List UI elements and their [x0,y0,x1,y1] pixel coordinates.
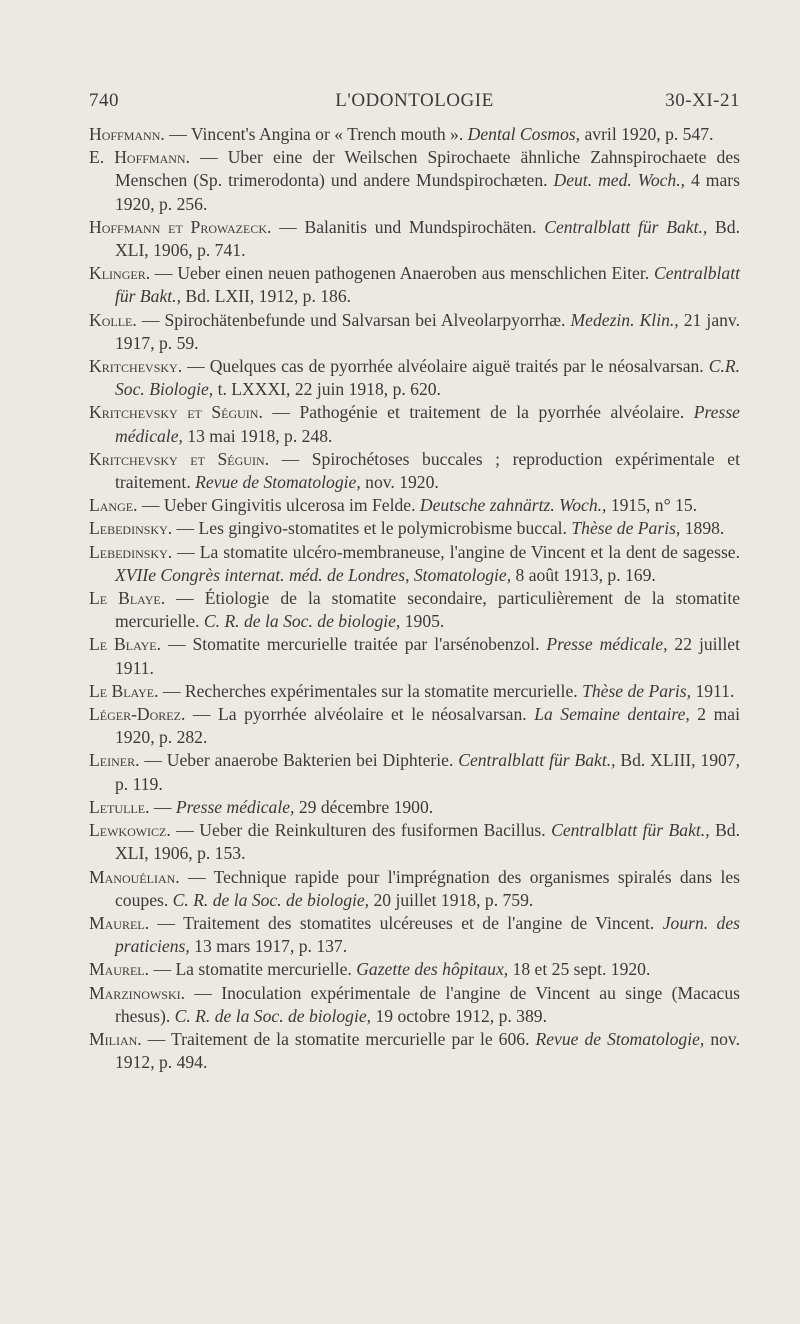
reference-source: La Semaine dentaire, [534,704,690,725]
reference-title: — La stomatite mercurielle. [149,959,357,980]
reference-title: — Les gingivo-stomatites et le polymicrobisme buccal. [172,518,572,539]
reference-details: Bd. XLI, 1906, p. 741. [115,216,740,261]
reference-details: nov. 1912, p. 494. [115,1028,740,1073]
reference-author: Lebedinsky. [89,518,173,539]
reference-title: — Pathogénie et traitement de la pyorrhée alvéolaire. [262,402,694,423]
reference-source: Deut. med. Woch., [553,170,686,191]
reference-details: Bd. LXII, 1912, p. 186. [180,286,352,307]
reference-author: Kritchevsky et Séguin. [89,402,263,423]
reference-details: 2 mai 1920, p. 282. [115,704,740,748]
reference-title: — Inoculation expérimentale de l'angine de Vincent au singe (Macacus rhesus). [115,982,740,1026]
reference-details: avril 1920, p. 547. [580,124,714,144]
reference-source: C. R. de la Soc. de biologie, [172,889,370,910]
reference-author: Leiner. [89,750,140,771]
reference-author: Kolle. [89,309,137,330]
reference-entry [89,587,740,633]
reference-title: — Traitement des stomatites ulcéreuses et de l'angine de Vincent. [149,912,663,933]
reference-details: 8 août 1913, p. 169. [511,564,656,585]
reference-entry [89,703,740,749]
reference-list [89,123,740,1074]
reference-author: Lange. [89,495,138,516]
reference-entry [89,517,740,540]
reference-author: Le Blaye. [89,680,159,701]
reference-details: 1905. [400,611,445,632]
reference-source: Thèse de Paris, [571,518,681,539]
reference-source: Dental Cosmos, [467,124,581,144]
reference-entry [89,633,740,679]
reference-entry [89,982,740,1028]
reference-details: 21 janv. 1917, p. 59. [115,309,740,353]
reference-entry [89,401,740,447]
reference-entry [89,262,740,308]
reference-source: Revue de Stomatologie, [535,1028,705,1049]
reference-details: 18 et 25 sept. 1920. [508,959,651,980]
reference-details: 1911. [691,680,735,701]
reference-title: — Traitement de la stomatite mercurielle par le 606. [141,1028,536,1049]
reference-title: — Spirochétoses buccales ; reproduction expérimentale et traitement. [115,448,740,493]
reference-entry [89,494,740,517]
reference-details: 22 juillet 1911. [115,634,741,678]
reference-source: Presse médicale, [115,402,740,446]
reference-author: Letulle. [89,796,150,817]
reference-author: Klinger. [89,263,151,284]
reference-details: nov. 1920. [360,472,439,493]
reference-title: — Stomatite mercurielle traitée par l'arsénobenzol. [161,634,547,655]
reference-entry [89,541,740,587]
reference-title: — Spirochätenbefunde und Salvarsan bei Alveolarpyorrhæ. [136,309,571,330]
reference-title: — Étiologie de la stomatite secondaire, particulièrement de la stomatite mercurielle. [115,588,741,632]
reference-author: Kritchevsky. [89,356,183,377]
reference-entry [89,1028,740,1074]
reference-source: Centralblatt für Bakt., [458,750,616,771]
reference-entry [89,448,740,494]
reference-source: Deutsche zahnärtz. Woch., [419,495,607,516]
reference-source: C.R. Soc. Biologie, [115,356,740,400]
reference-details: 4 mars 1920, p. 256. [115,170,740,214]
reference-title: — Quelques cas de pyorrhée alvéolaire aiguë traités par le néosalvarsan. [182,356,709,377]
reference-title: — [149,796,176,817]
reference-details: 29 décembre 1900. [294,796,434,817]
reference-details: 13 mars 1917, p. 137. [189,936,348,957]
reference-details: 1915, n° 15. [606,495,698,516]
reference-source: Presse médicale, [175,796,295,817]
reference-entry [89,819,740,865]
reference-title: — Uber eine der Weilschen Spirochaete ähnliche Zahnspirochaete des Menschen (Sp. trimerodonta) und andere Mundspirochæten. [115,147,740,191]
reference-source: C. R. de la Soc. de biologie, [174,1005,372,1026]
reference-author: Lewkowicz. [89,820,171,841]
reference-author: Hoffmann. [89,124,165,144]
reference-source: C. R. de la Soc. de biologie, [203,611,401,632]
reference-title: — Vincent's Angina or « Trench mouth ». [164,124,468,144]
reference-title: — Technique rapide pour l'imprégnation des organismes spiralés dans les coupes. [115,866,740,910]
reference-source: Thèse de Paris, [582,680,692,701]
reference-entry [89,958,740,981]
reference-source: Gazette des hôpitaux, [356,959,509,980]
reference-source: Centralblatt für Bakt., [115,263,740,307]
reference-author: Lebedinsky. [89,541,173,562]
reference-entry [89,912,740,958]
reference-details: Bd. XLIII, 1907, p. 119. [115,750,741,794]
reference-author: Maurel. [89,959,150,980]
reference-details: 20 juillet 1918, p. 759. [369,889,534,910]
reference-entry [89,680,740,703]
reference-author: Le Blaye. [89,634,162,655]
reference-title: — La stomatite ulcéro-membraneuse, l'angine de Vincent et la dent de sagesse. [172,541,740,562]
reference-author: Le Blaye. [89,588,166,609]
reference-entry [89,309,740,355]
reference-author: Milian. [89,1028,142,1049]
reference-title: — Ueber Gingivitis ulcerosa im Felde. [137,495,420,516]
reference-author: E. Hoffmann. [89,147,190,168]
reference-author: Hoffmann et Prowazeck. [89,216,272,237]
reference-entry [89,866,740,912]
reference-source: Journ. des praticiens, [115,912,740,957]
reference-source: Medezin. Klin., [570,309,679,330]
reference-details: 19 octobre 1912, p. 389. [371,1005,547,1026]
reference-entry [89,146,740,216]
reference-author: Léger-Dorez. [89,704,186,725]
reference-author: Marzinowski. [89,982,186,1003]
reference-author: Kritchevsky et Séguin. [89,448,270,469]
reference-author: Manouélian. [89,866,180,887]
reference-entry [89,796,740,819]
reference-source: Revue de Stomatologie, [195,472,361,493]
reference-title: — Balanitis und Mundspirochäten. [271,216,545,237]
reference-entry [89,355,740,401]
page-number: 740 [89,90,119,111]
reference-details: 13 mai 1918, p. 248. [182,425,333,446]
reference-title: — Ueber anaerobe Bakterien bei Diphterie. [139,750,459,771]
running-header [89,90,740,118]
reference-source: XVIIe Congrès internat. méd. de Londres, Stomatologie, [115,564,512,585]
reference-source: Centralblatt für Bakt., [551,820,710,841]
reference-source: Centralblatt für Bakt., [544,216,708,237]
reference-entry [89,123,740,146]
reference-title: — Recherches expérimentales sur la stomatite mercurielle. [158,680,583,701]
reference-title: — Ueber einen neuen pathogenen Anaeroben aus menschlichen Eiter. [150,263,654,284]
reference-details: t. LXXXI, 22 juin 1918, p. 620. [213,379,441,400]
journal-title: L'ODONTOLOGIE [335,90,494,111]
reference-author: Maurel. [89,912,150,933]
issue-date: 30-XI-21 [665,90,740,111]
reference-details: Bd. XLI, 1906, p. 153. [115,820,740,864]
reference-title: — La pyorrhée alvéolaire et le néosalvarsan. [185,704,535,725]
reference-entry [89,749,740,795]
reference-details: 1898. [680,518,725,539]
reference-entry [89,216,740,262]
reference-title: — Ueber die Reinkulturen des fusiformen Bacillus. [170,820,552,841]
reference-source: Presse médicale, [546,634,668,655]
